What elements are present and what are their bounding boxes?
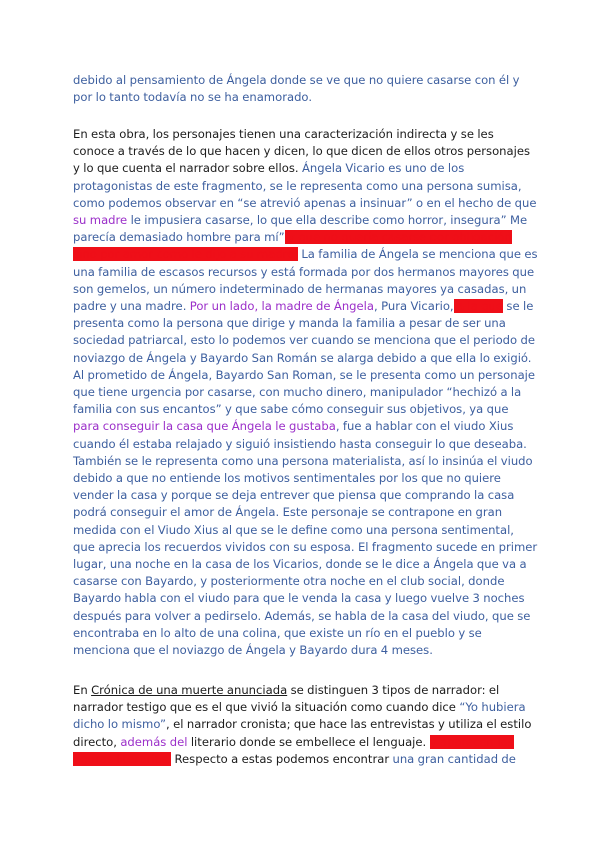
p3-quote-text: “Yo hubiera dicho lo mismo” [73, 700, 526, 732]
paragraph-2 [73, 126, 538, 659]
p3-respecto-text: Respecto a estas podemos encontrar [171, 751, 393, 766]
p3-ademas-text: además del [120, 734, 188, 749]
book-title: Crónica de una muerte anunciada [91, 683, 288, 697]
p2-highlight-2: a la que [453, 299, 504, 314]
p2-dirige-text: se le presenta como la persona que dirige y manda la familia a pesar de ser una sociedad patriarcal, esto lo podemos ver cuando se menciona que el periodo de noviazgo de Ángela y Bayardo San Román se alarga debido a que ella lo exigió. Al prometido de Ángela, Bayardo San Roman, se le presenta como un personaje que tiene urgencia por casarse, con mucho dinero, manipulador “hechizó a la familia con sus encantos” y que sabe cómo conseguir sus objetivos, ya que [73, 299, 536, 417]
p2-impusiera-text: le impusiera casarse, lo que ella describe como horror, insegura” Me parecía demasiado hombre para mí” [73, 213, 528, 245]
p2-intro-text: En esta obra, los personajes tienen una caracterización indirecta y se les conoce a través de lo que hacen y dicen, lo que dicen de ellos otros personajes y lo que cuenta el narrador sobre ellos. [73, 127, 531, 176]
p3-narrador-text: se distinguen 3 tipos de narrador: el narrador testigo que es el que vivió la situación como cuando dice [73, 683, 500, 715]
p1-text: debido al pensamiento de Ángela donde se ve que no quiere casarse con él y por lo tanto todavía no se ha enamorado. [73, 73, 520, 105]
paragraph-1 [73, 72, 538, 106]
p3-cantidad-text: una gran cantidad de [392, 751, 516, 766]
p2-su-madre-text: su madre [73, 213, 128, 228]
p2-viudo-text: , fue a hablar con el viudo Xius cuando él estaba relajado y siguió insistiendo hasta conseguir lo que deseaba. También se le representa como una persona materialista, así lo insinúa el viudo debido a que no entiende los motivos sentimentales por los que no quiere vender la casa y porque se deja entrever que piensa que comprando la casa podrá conseguir el amor de Ángela. Este personaje se contrapone en gran medida con el Viudo Xius al que se le define como una persona sentimental, que aprecia los recuerdos vividos con su esposa. El fragmento sucede en primer lugar, una noche en la casa de los Vicarios, donde se le dice a Ángela que va a casarse con Bayardo, y posteriormente otra noche en el club social, donde Bayardo habla con el viudo para que le venda la casa y luego vuelve 3 noches después para volver a pedirselo. Además, se habla de la casa del viudo, que se encontraba en lo alto de una colina, que existe un río en el pueblo y se menciona que el noviazgo de Ángela y Bayardo dura 4 meses. [73, 419, 538, 658]
p3-cronista-text: , el narrador cronista; que hace las entrevistas y utiliza el estilo directo, [73, 717, 532, 749]
p2-highlight-1: y que no quería casarse por obligación sino por amor como le dijo a su madre. [73, 230, 512, 262]
p3-literario-text: literario donde se embellece el lenguaje. [187, 734, 430, 749]
p3-en-text: En [73, 683, 92, 697]
p3-highlight: y aparecen las figuras literarias. [73, 734, 514, 766]
paragraph-3 [73, 682, 538, 768]
p2-angela-text: Ángela Vicario es uno de los protagonistas de este fragmento, se le representa como una persona sumisa, como podemos observar en “se atrevió apenas a insinuar” o en el hecho de que [73, 161, 537, 210]
p2-familia-text: La familia de Ángela se menciona que es una familia de escasos recursos y está formada por dos hermanos mayores que son gemelos, un número indeterminado de hermanas mayores ya casadas, un padre y una madre. [73, 247, 538, 314]
p2-pura-vicario-text: , Pura Vicario, [374, 299, 454, 314]
p2-casa-text: para conseguir la casa que Ángela le gustaba [73, 419, 336, 434]
p2-madre-angela-text: Por un lado, la madre de Ángela [189, 299, 374, 314]
